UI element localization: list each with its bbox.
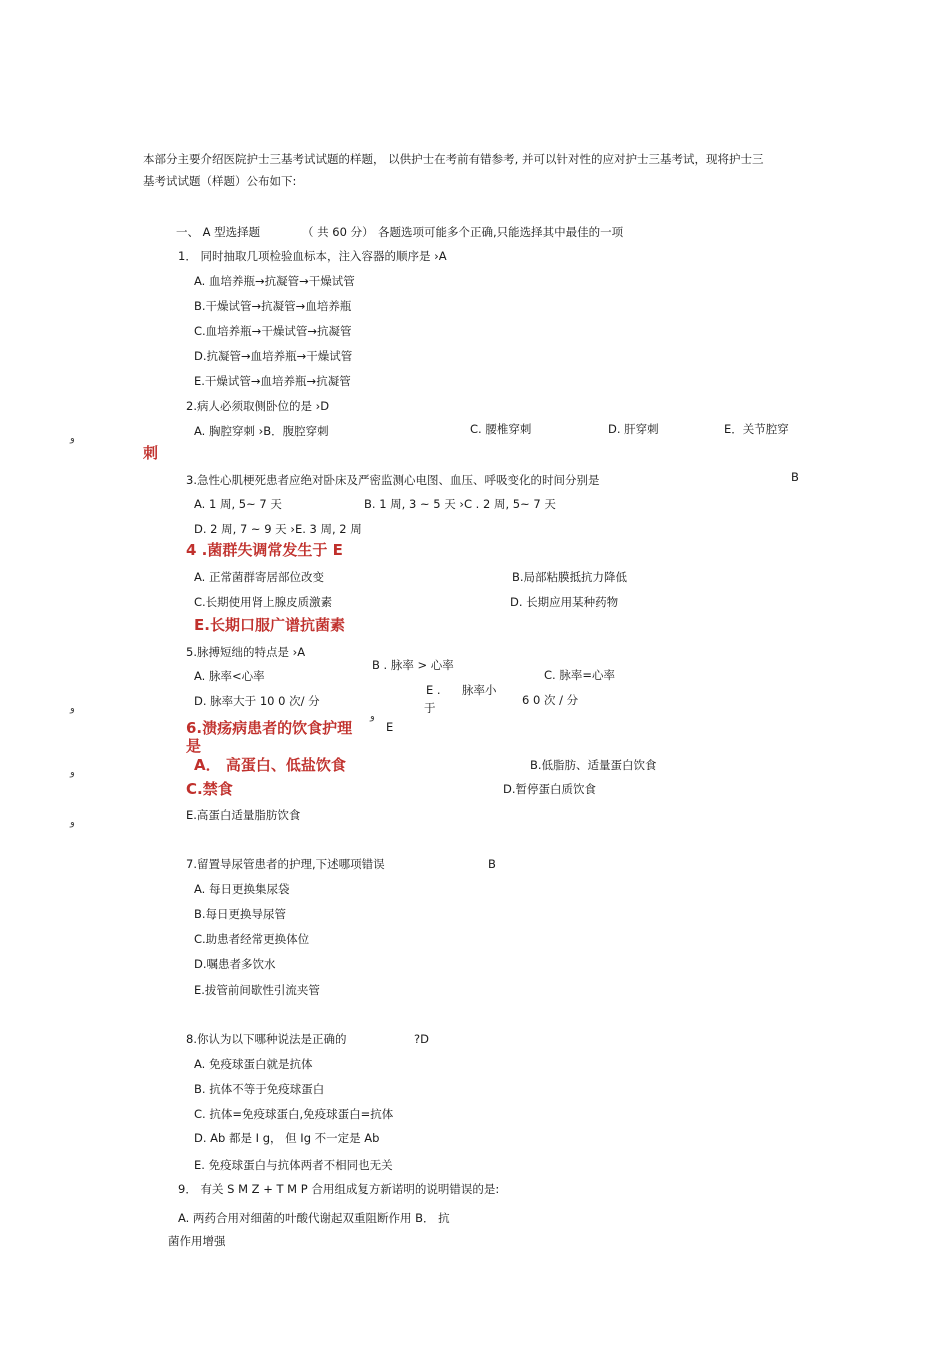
q5-option-e-value: 6 0 次 / 分 bbox=[522, 693, 579, 707]
q6-option-c: C.禁食 bbox=[186, 780, 233, 798]
q5-option-e-label: E . bbox=[426, 683, 441, 697]
q2-option-ab: A. 胸腔穿刺 ›B．腹腔穿刺 bbox=[194, 424, 329, 438]
section-note: 各题选项可能多个正确,只能选择其中最佳的一项 bbox=[378, 225, 624, 239]
q8-option-c: C. 抗体=免疫球蛋白,免疫球蛋白=抗体 bbox=[194, 1107, 394, 1121]
q8-option-b: B. 抗体不等于免疫球蛋白 bbox=[194, 1082, 325, 1096]
q6-option-e: E.高蛋白适量脂肪饮食 bbox=[186, 808, 301, 822]
q2-stem: 2.病人必须取侧卧位的是 ›D bbox=[186, 399, 330, 413]
q7-stem: 7.留置导尿管患者的护理,下述哪项错误 bbox=[186, 857, 385, 871]
margin-mark: ﻭ bbox=[70, 767, 75, 778]
q6-option-a: A． 高蛋白、低盐饮食 bbox=[194, 756, 346, 774]
margin-mark: ﻭ bbox=[70, 703, 75, 714]
q5-option-e-text: 脉率小 bbox=[462, 683, 497, 697]
q6-option-d: D.暂停蛋白质饮食 bbox=[503, 782, 597, 796]
q7-option-b: B.每日更换导尿管 bbox=[194, 907, 287, 921]
q7-option-c: C.助患者经常更换体位 bbox=[194, 932, 310, 946]
q2-option-c: C. 腰椎穿刺 bbox=[470, 422, 532, 436]
margin-mark: ﻭ bbox=[70, 817, 75, 828]
q8-option-e: E. 免疫球蛋白与抗体两者不相同也无关 bbox=[194, 1158, 393, 1172]
q5-option-e-text-cont: 于 bbox=[424, 701, 436, 715]
q8-answer: ?D bbox=[414, 1032, 429, 1046]
q5-option-a: A. 脉率<心率 bbox=[194, 669, 265, 683]
q5-option-d: D. 脉率大于 10 0 次/ 分 bbox=[194, 694, 320, 708]
intro-line-2: 基考试试题（样题）公布如下: bbox=[143, 174, 297, 188]
q1-option-a: A. 血培养瓶→抗凝管→干燥试管 bbox=[194, 274, 355, 288]
q8-option-a: A. 免疫球蛋白就是抗体 bbox=[194, 1057, 313, 1071]
q1-option-c: C.血培养瓶→干燥试管→抗凝管 bbox=[194, 324, 352, 338]
margin-mark: ﻭ bbox=[370, 711, 375, 722]
q3-answer: B bbox=[791, 470, 799, 484]
q7-option-d: D.嘱患者多饮水 bbox=[194, 957, 276, 971]
q4-stem: 4 .菌群失调常发生于 E bbox=[186, 541, 343, 559]
q2-option-d: D. 肝穿刺 bbox=[608, 422, 659, 436]
q1-option-b: B.干燥试管→抗凝管→血培养瓶 bbox=[194, 299, 352, 313]
q6-answer: E bbox=[386, 720, 394, 734]
q4-option-d: D. 长期应用某种药物 bbox=[510, 595, 619, 609]
q3-option-a: A. 1 周, 5~ 7 天 bbox=[194, 497, 282, 511]
q4-option-c: C.长期使用肾上腺皮质激素 bbox=[194, 595, 333, 609]
q6-option-b: B.低脂肪、适量蛋白饮食 bbox=[530, 758, 657, 772]
q8-option-d: D. Ab 都是 I g， 但 Ig 不一定是 Ab bbox=[194, 1131, 380, 1145]
q3-stem: 3.急性心肌梗死患者应绝对卧床及严密监测心电图、血压、呼吸变化的时间分别是 bbox=[186, 473, 600, 487]
q8-stem: 8.你认为以下哪种说法是正确的 bbox=[186, 1032, 347, 1046]
q1-option-e: E.干燥试管→血培养瓶→抗凝管 bbox=[194, 374, 351, 388]
q3-option-de: D. 2 周, 7 ~ 9 天 ›E. 3 周, 2 周 bbox=[194, 522, 362, 536]
q9-stem: 9． 有关 S M Z + T M P 合用组成复方新诺明的说明错误的是: bbox=[178, 1182, 500, 1196]
q7-answer: B bbox=[488, 857, 496, 871]
q9-option-b-continued: 菌作用增强 bbox=[168, 1234, 226, 1248]
q3-option-bc: B. 1 周, 3 ~ 5 天 ›C . 2 周, 5~ 7 天 bbox=[364, 497, 556, 511]
intro-line-1: 本部分主要介绍医院护士三基考试试题的样题， 以供护士在考前有错参考, 并可以针对性的应对护士三基考试，现将护士三 bbox=[143, 152, 764, 166]
q6-stem: 6.溃疡病患者的饮食护理 bbox=[186, 719, 353, 737]
q2-option-e-continued: 刺 bbox=[143, 444, 159, 462]
q2-option-e: E．关节腔穿 bbox=[724, 422, 789, 436]
margin-mark: ﻭ bbox=[70, 433, 75, 444]
q4-option-e: E.长期口服广谱抗菌素 bbox=[194, 616, 345, 634]
q5-stem: 5.脉搏短绌的特点是 ›A bbox=[186, 645, 306, 659]
section-title: 一、 A 型选择题 bbox=[176, 225, 261, 239]
q5-option-c: C. 脉率=心率 bbox=[544, 668, 615, 682]
q4-option-a: A. 正常菌群寄居部位改变 bbox=[194, 570, 324, 584]
section-score: （ 共 60 分） bbox=[302, 225, 374, 239]
q7-option-e: E.拔管前间歇性引流夹管 bbox=[194, 983, 320, 997]
q4-option-b: B.局部粘膜抵抗力降低 bbox=[512, 570, 628, 584]
q9-option-a-b: A. 两药合用对细菌的叶酸代谢起双重阻断作用 B． 抗 bbox=[178, 1211, 450, 1225]
q1-option-d: D.抗凝管→血培养瓶→干燥试管 bbox=[194, 349, 353, 363]
q1-stem: 1． 同时抽取几项检验血标本，注入容器的顺序是 ›A bbox=[178, 249, 447, 263]
q7-option-a: A. 每日更换集尿袋 bbox=[194, 882, 290, 896]
q6-stem-continued: 是 bbox=[186, 737, 202, 755]
q5-option-b: B . 脉率 > 心率 bbox=[372, 658, 454, 672]
